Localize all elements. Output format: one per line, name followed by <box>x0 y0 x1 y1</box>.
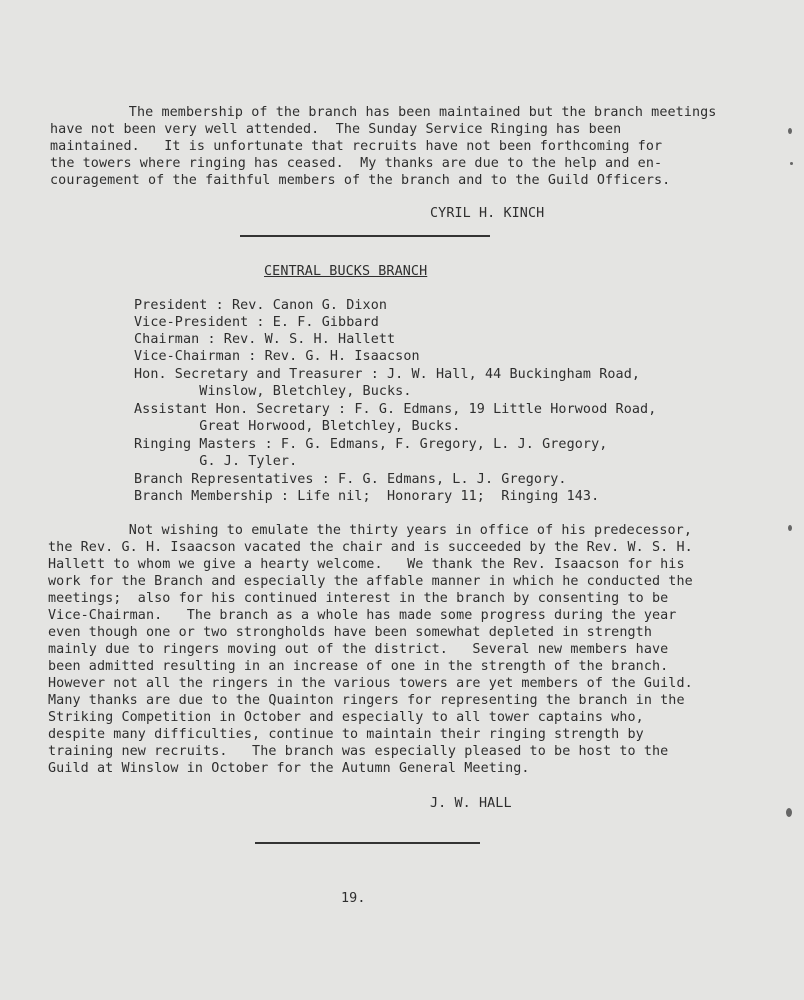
report1-line: couragement of the faithful members of the branch and to the Guild Officers. <box>50 173 671 188</box>
section-title: CENTRAL BUCKS BRANCH <box>264 264 428 279</box>
margin-speck <box>788 128 792 134</box>
officer-line: Great Horwood, Bletchley, Bucks. <box>134 419 461 434</box>
report2-line: However not all the ringers in the various towers are yet members of the Guild. <box>48 676 693 691</box>
officer-line: Hon. Secretary and Treasurer : J. W. Hall, 44 Buckingham Road, <box>134 367 641 382</box>
officer-line: Vice-Chairman : Rev. G. H. Isaacson <box>134 349 420 364</box>
officer-line: Assistant Hon. Secretary : F. G. Edmans, 19 Little Horwood Road, <box>134 402 657 417</box>
report2-signature: J. W. HALL <box>430 796 512 811</box>
report1-line: maintained. It is unfortunate that recruits have not been forthcoming for <box>50 139 663 154</box>
report1-signature: CYRIL H. KINCH <box>430 206 545 221</box>
report2-line: work for the Branch and especially the affable manner in which he conducted the <box>48 574 693 589</box>
officer-line: Winslow, Bletchley, Bucks. <box>134 384 412 399</box>
report2-line: despite many difficulties, continue to maintain their ringing strength by <box>48 727 644 742</box>
page-number: 19. <box>341 891 366 906</box>
officer-line: Ringing Masters : F. G. Edmans, F. Gregory, L. J. Gregory, <box>134 437 608 452</box>
report1-line: the towers where ringing has ceased. My thanks are due to the help and en- <box>50 156 663 171</box>
report1-line: have not been very well attended. The Sunday Service Ringing has been <box>50 122 622 137</box>
report2-line: Not wishing to emulate the thirty years in office of his predecessor, <box>88 523 692 538</box>
report2-line: training new recruits. The branch was especially pleased to be host to the <box>48 744 669 759</box>
report2-line: even though one or two strongholds have been somewhat depleted in strength <box>48 625 652 640</box>
margin-speck <box>786 808 792 817</box>
report2-line: Many thanks are due to the Quainton ringers for representing the branch in the <box>48 693 685 708</box>
officer-line: Branch Representatives : F. G. Edmans, L. J. Gregory. <box>134 472 567 487</box>
report2-line: Guild at Winslow in October for the Autumn General Meeting. <box>48 761 530 776</box>
margin-speck <box>788 525 792 531</box>
report2-line: Hallett to whom we give a hearty welcome. We thank the Rev. Isaacson for his <box>48 557 685 572</box>
officer-line: Vice-President : E. F. Gibbard <box>134 315 379 330</box>
report2-line: the Rev. G. H. Isaacson vacated the chair and is succeeded by the Rev. W. S. H. <box>48 540 693 555</box>
report2-line: Striking Competition in October and especially to all tower captains who, <box>48 710 644 725</box>
section-divider <box>240 235 490 237</box>
margin-speck <box>790 162 793 165</box>
report2-line: mainly due to ringers moving out of the district. Several new members have <box>48 642 669 657</box>
report1-line: The membership of the branch has been maintained but the branch meetings <box>88 105 717 120</box>
officer-line: Branch Membership : Life nil; Honorary 11; Ringing 143. <box>134 489 600 504</box>
officer-line: Chairman : Rev. W. S. H. Hallett <box>134 332 396 347</box>
report2-line: meetings; also for his continued interest in the branch by consenting to be <box>48 591 669 606</box>
officer-line: G. J. Tyler. <box>134 454 298 469</box>
section-divider <box>255 842 480 844</box>
officer-line: President : Rev. Canon G. Dixon <box>134 298 388 313</box>
report2-line: Vice-Chairman. The branch as a whole has made some progress during the year <box>48 608 677 623</box>
report2-line: been admitted resulting in an increase of one in the strength of the branch. <box>48 659 669 674</box>
